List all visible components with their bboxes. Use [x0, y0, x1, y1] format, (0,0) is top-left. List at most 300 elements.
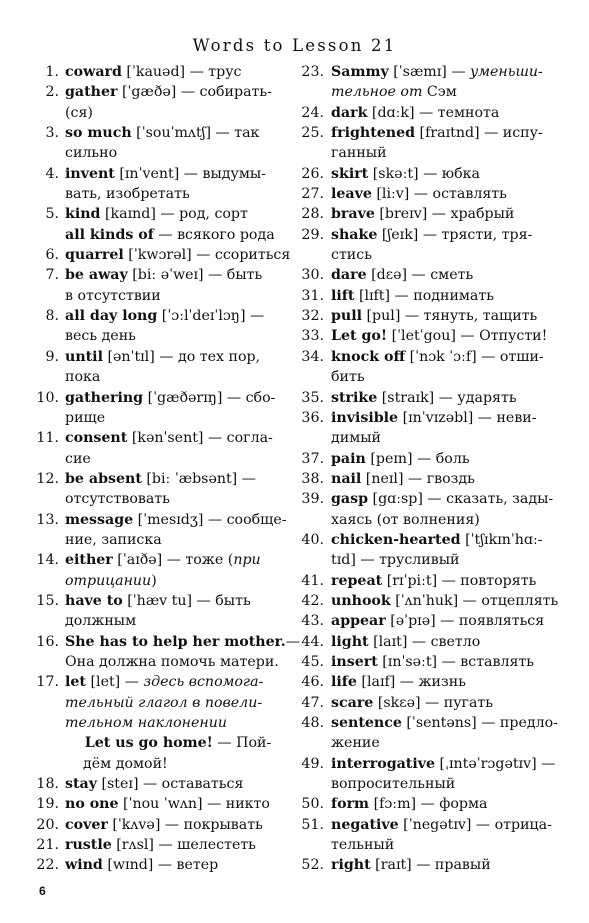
entry-line	[0, 571, 296, 591]
entry-line	[296, 245, 589, 265]
entry-number: 31.	[301, 287, 324, 304]
vocabulary-entry	[296, 265, 589, 285]
entry-number: 37.	[301, 450, 324, 467]
entry-line	[0, 693, 296, 713]
vocabulary-entry	[296, 184, 589, 204]
entry-line	[0, 733, 296, 753]
transcription-translation: —	[285, 633, 300, 650]
entry-number: 6.	[45, 247, 59, 264]
entry-number: 24.	[301, 104, 324, 121]
vocabulary-entry	[296, 611, 589, 631]
entry-line	[296, 286, 589, 306]
transcription-translation: [ˈnɔk ˈɔːf] — отши-	[405, 348, 544, 365]
transcription-translation: [ˈgæðə] — собирать-	[117, 84, 272, 101]
entry-line	[0, 326, 296, 346]
entry-number: 20.	[36, 816, 59, 833]
english-word: Let go!	[331, 328, 388, 345]
entry-line	[0, 184, 296, 204]
entry-line	[296, 62, 589, 82]
transcription-translation: Сэм	[422, 84, 457, 101]
vocabulary-entry	[0, 591, 296, 632]
english-word: chicken-hearted	[331, 531, 461, 548]
vocabulary-entry	[0, 245, 296, 265]
entry-number: 36.	[301, 409, 324, 426]
english-word: brave	[331, 206, 375, 223]
vocabulary-entry	[296, 408, 589, 449]
transcription-translation: [neɪl] — гвоздь	[361, 470, 475, 487]
entry-line	[296, 449, 589, 469]
entry-number: 9.	[45, 348, 59, 365]
vocabulary-entry	[296, 530, 589, 571]
transcription-translation: [lɪft] — поднимать	[354, 287, 494, 304]
entry-number: 23.	[301, 64, 324, 80]
entry-line	[0, 652, 296, 672]
transcription-translation: тельный	[331, 837, 395, 854]
entry-number: 47.	[301, 694, 324, 711]
entry-number: 21.	[36, 837, 59, 854]
entry-number: 14.	[36, 552, 59, 569]
transcription-translation: жение	[331, 735, 380, 752]
english-word: sentence	[331, 715, 402, 731]
transcription-translation: [ˈʌnˈhuk] — отцеплять	[390, 592, 559, 609]
english-word: all day long	[65, 308, 158, 325]
vocabulary-entry	[0, 510, 296, 551]
transcription-translation: [ˈsentəns] — предло-	[401, 715, 558, 731]
transcription-translation: [rɪˈpiːt] — повторять	[382, 572, 537, 589]
entry-number: 19.	[36, 796, 59, 813]
vocabulary-entry	[0, 469, 296, 510]
vocabulary-entry	[0, 62, 296, 82]
transcription-translation: должным	[65, 613, 137, 630]
transcription-translation: [wɪnd] — ветер	[102, 857, 219, 874]
entry-line	[0, 754, 296, 774]
transcription-translation: вопросительный	[331, 776, 456, 793]
vocabulary-entry	[296, 632, 589, 652]
entry-line	[296, 184, 589, 204]
transcription-translation: [kaɪnd] — род, сорт	[100, 206, 248, 223]
entry-line	[296, 164, 589, 184]
vocabulary-entry	[296, 693, 589, 713]
english-word: insert	[331, 653, 378, 670]
transcription-translation: [let] —	[85, 674, 144, 691]
vocabulary-entry	[0, 428, 296, 469]
entry-number: 7.	[45, 267, 59, 284]
vocabulary-entry	[296, 164, 589, 184]
english-word: either	[65, 552, 113, 569]
vocabulary-entry	[296, 815, 589, 856]
entry-line	[296, 591, 589, 611]
entry-number: 43.	[301, 613, 324, 630]
entry-line	[296, 550, 589, 570]
english-word: gather	[65, 84, 118, 101]
vocabulary-entry	[296, 326, 589, 346]
entry-number: 52.	[301, 857, 324, 874]
vocabulary-entry	[0, 774, 296, 794]
english-word: be absent	[65, 470, 142, 487]
transcription-translation: )	[151, 572, 157, 589]
transcription-translation: [ɪnˈvɪzəbl] — неви-	[398, 409, 537, 426]
english-word: have to	[65, 592, 123, 609]
transcription-translation: [əˈpɪə] — появляться	[385, 613, 545, 630]
entry-number: 46.	[301, 674, 324, 691]
entry-line	[296, 632, 589, 652]
entry-number: 40.	[301, 531, 324, 548]
transcription-translation: [dɑːk] — темнота	[367, 104, 500, 121]
vocabulary-entry	[0, 550, 296, 591]
entry-line	[0, 225, 296, 245]
entry-line	[296, 408, 589, 428]
entry-line	[296, 489, 589, 509]
entry-line	[296, 469, 589, 489]
entry-number: 32.	[301, 308, 324, 325]
english-word: rustle	[65, 837, 112, 854]
english-word: invent	[65, 165, 115, 182]
entry-number: 39.	[301, 491, 324, 508]
transcription-translation: [gɑːsp] — сказать, зады-	[368, 491, 554, 508]
transcription-translation: tɪd] — трусливый	[331, 552, 460, 569]
transcription-translation: [laɪt] — светло	[368, 633, 481, 650]
transcription-translation: ние, записка	[65, 531, 162, 548]
english-word: knock off	[331, 348, 406, 365]
vocabulary-entry	[0, 306, 296, 347]
transcription-translation: [liːv] — оставлять	[371, 186, 507, 203]
english-word: be away	[65, 267, 128, 284]
english-word: scare	[331, 694, 374, 711]
transcription-translation: [biː ˈæbsənt] —	[141, 470, 256, 487]
transcription-translation: [steɪ] — оставаться	[96, 776, 244, 793]
transcription-translation: [ənˈtɪl] — до тех пор,	[102, 348, 261, 365]
vocabulary-entry	[296, 489, 589, 530]
transcription-translation: сие	[65, 450, 91, 467]
entry-line	[296, 388, 589, 408]
transcription-translation: [skəːt] — юбка	[368, 165, 481, 182]
transcription-translation: [breɪv] — храбрый	[374, 206, 515, 223]
transcription-translation: [skɛə] — пугать	[373, 694, 494, 711]
transcription-translation: весь день	[65, 328, 136, 345]
vocabulary-entry	[0, 794, 296, 814]
entry-number: 27.	[301, 186, 324, 203]
english-word: frightened	[331, 125, 416, 142]
entry-number: 15.	[36, 592, 59, 609]
vocabulary-column-left	[0, 62, 300, 876]
transcription-translation: [ˈletˈgou] — Отпусти!	[387, 328, 548, 345]
vocabulary-entry	[296, 388, 589, 408]
english-word: no one	[65, 796, 119, 813]
vocabulary-entry	[0, 388, 296, 429]
transcription-translation: [fɔːm] — форма	[369, 796, 488, 813]
transcription-translation: [ˈkauəd] — трус	[121, 64, 242, 80]
vocabulary-entry	[0, 82, 296, 123]
transcription-translation: (ся)	[65, 104, 93, 121]
transcription-translation: дём домой!	[65, 755, 168, 772]
vocabulary-entry	[296, 306, 589, 326]
grammar-note: при	[233, 552, 261, 569]
transcription-translation: [ʃeɪk] — трясти, тря-	[377, 226, 533, 243]
english-word: nail	[331, 470, 362, 487]
vocabulary-entry	[296, 103, 589, 123]
entry-line	[0, 530, 296, 550]
vocabulary-entry	[0, 204, 296, 245]
transcription-translation: [ˈsæmɪ] —	[388, 64, 471, 80]
transcription-translation: [ɪnˈsəːt] — вставлять	[377, 653, 535, 670]
entry-line	[296, 774, 589, 794]
vocabulary-entry	[296, 347, 589, 388]
entry-line	[296, 367, 589, 387]
vocabulary-entry	[296, 591, 589, 611]
entry-line	[296, 225, 589, 245]
grammar-note: тельное от	[331, 84, 423, 101]
entry-number: 17.	[36, 674, 59, 691]
grammar-note: отрицании	[65, 572, 152, 589]
entry-number: 28.	[301, 206, 324, 223]
transcription-translation: [ˈtʃɪkɪnˈhɑː-	[460, 531, 543, 548]
vocabulary-entry	[0, 632, 300, 673]
transcription-translation: — Пой-	[212, 735, 272, 752]
entry-line	[296, 611, 589, 631]
transcription-translation: хаясь (от волнения)	[331, 511, 480, 528]
vocabulary-entry	[0, 123, 296, 164]
grammar-note: тельный глагол в повели-	[65, 694, 263, 711]
english-word: all kinds of	[65, 226, 154, 243]
english-word: right	[331, 857, 371, 874]
english-word: interrogative	[331, 755, 436, 772]
entry-number: 35.	[301, 389, 324, 406]
entry-line	[296, 713, 589, 733]
entry-number: 13.	[36, 511, 59, 528]
vocabulary-entry	[296, 855, 589, 875]
entry-number: 25.	[301, 125, 324, 142]
vocabulary-column-right	[296, 62, 589, 876]
english-word: Sammy	[331, 64, 389, 80]
grammar-note: тельном наклонении	[65, 715, 227, 731]
entry-number: 3.	[45, 125, 59, 142]
transcription-translation: димый	[331, 430, 381, 447]
english-word: gathering	[65, 389, 144, 406]
vocabulary-entry	[296, 225, 589, 266]
entry-line	[296, 510, 589, 530]
entry-number: 34.	[301, 348, 324, 365]
english-word: so much	[65, 125, 132, 142]
transcription-translation: сильно	[65, 145, 118, 162]
vocabulary-entry	[0, 164, 296, 205]
vocabulary-entry	[296, 713, 589, 754]
english-word: pull	[331, 308, 363, 325]
english-word: negative	[331, 816, 399, 833]
entry-line	[296, 82, 589, 102]
entry-line	[296, 855, 589, 875]
english-word: consent	[65, 430, 128, 447]
english-word: lift	[331, 287, 355, 304]
transcription-translation: [ˈaɪðə] — тоже (	[112, 552, 234, 569]
english-word: skirt	[331, 165, 369, 182]
entry-number: 44.	[301, 633, 324, 650]
english-word: form	[331, 796, 370, 813]
english-word: light	[331, 633, 369, 650]
entry-number: 38.	[301, 470, 324, 487]
entry-number: 10.	[36, 389, 59, 406]
grammar-note: уменьши-	[470, 64, 543, 80]
entry-line	[296, 204, 589, 224]
transcription-translation: — всякого рода	[153, 226, 275, 243]
entry-line	[0, 408, 296, 428]
english-word: strike	[331, 389, 378, 406]
entry-line	[0, 286, 296, 306]
entry-line	[296, 754, 589, 774]
vocabulary-entry	[296, 672, 589, 692]
entry-line	[0, 489, 296, 509]
english-word: wind	[65, 857, 103, 874]
vocabulary-entry	[0, 835, 296, 855]
transcription-translation: [ˌɪntəˈrɔgətɪv] —	[435, 755, 556, 772]
entry-line	[296, 306, 589, 326]
transcription-translation: [ˈkʌvə] — покрывать	[107, 816, 263, 833]
entry-line	[0, 713, 296, 733]
entry-line	[296, 103, 589, 123]
english-word: dark	[331, 104, 368, 121]
transcription-translation: [peɪn] — боль	[365, 450, 470, 467]
transcription-translation: Она должна помочь матери.	[65, 653, 279, 670]
english-word: coward	[65, 64, 122, 80]
transcription-translation: [ɪnˈvent] — выдумы-	[114, 165, 266, 182]
entry-number: 8.	[45, 308, 59, 325]
transcription-translation: [ˈnou ˈwʌn] — никто	[118, 796, 270, 813]
transcription-translation: отсутствовать	[65, 491, 170, 508]
entry-line	[0, 611, 296, 631]
english-word: appear	[331, 613, 386, 630]
transcription-translation: ганный	[331, 145, 387, 162]
transcription-translation: [biː əˈweɪ] — быть	[127, 267, 263, 284]
entry-number: 2.	[45, 84, 59, 101]
english-word: message	[65, 511, 134, 528]
entry-number: 30.	[301, 267, 324, 284]
entry-line	[296, 733, 589, 753]
entry-line	[296, 530, 589, 550]
transcription-translation: [raɪt] — правый	[370, 857, 491, 874]
entry-line	[296, 347, 589, 367]
vocabulary-entry	[0, 347, 296, 388]
transcription-translation: [rʌsl] — шелестеть	[111, 837, 256, 854]
entry-number: 1.	[45, 64, 59, 80]
transcription-translation: [ˈkwɔrəl] — ссориться	[123, 247, 291, 264]
entry-number: 16.	[36, 633, 59, 650]
english-word: cover	[65, 816, 108, 833]
english-word: She has to help her mother.	[65, 633, 286, 650]
entry-number: 18.	[36, 776, 59, 793]
english-word: Let us go home!	[65, 735, 213, 752]
english-word: repeat	[331, 572, 383, 589]
transcription-translation: [pul] — тянуть, тащить	[362, 308, 538, 325]
english-word: unhook	[331, 592, 391, 609]
transcription-translation: рище	[65, 409, 106, 426]
entry-number: 5.	[45, 206, 59, 223]
transcription-translation: [ˈɔːlˈdeɪˈlɔŋ] —	[157, 308, 265, 325]
transcription-translation: [straɪk] — ударять	[377, 389, 517, 406]
entry-number: 49.	[301, 755, 324, 772]
grammar-note: здесь вспомога-	[143, 674, 264, 691]
entry-number: 42.	[301, 592, 324, 609]
transcription-translation: [kənˈsent] — согла-	[127, 430, 273, 447]
entry-line	[296, 652, 589, 672]
entry-number: 45.	[301, 653, 324, 670]
entry-number: 33.	[301, 328, 324, 345]
vocabulary-entry	[296, 571, 589, 591]
entry-number: 51.	[301, 816, 324, 833]
entry-line	[296, 672, 589, 692]
transcription-translation: в отсутствии	[65, 287, 161, 304]
transcription-translation: [ˈsouˈmʌtʃ] — так	[131, 125, 260, 142]
entry-number: 4.	[45, 165, 59, 182]
english-word: dare	[331, 267, 367, 284]
vocabulary-entry	[296, 204, 589, 224]
vocabulary-entry	[296, 754, 589, 795]
entry-line	[0, 367, 296, 387]
entry-line	[0, 103, 296, 123]
vocabulary-entry	[296, 286, 589, 306]
vocabulary-entry	[296, 123, 589, 164]
entry-line	[296, 835, 589, 855]
vocabulary-entry	[296, 652, 589, 672]
entry-number: 48.	[301, 715, 324, 731]
entry-line	[296, 815, 589, 835]
vocabulary-entry	[0, 815, 296, 835]
transcription-translation: вать, изобретать	[65, 186, 190, 203]
entry-line	[0, 449, 296, 469]
english-word: quarrel	[65, 247, 124, 264]
transcription-translation: [ˈgæðərɪŋ] — сбо-	[143, 389, 276, 406]
transcription-translation: [laɪf] — жизнь	[356, 674, 466, 691]
page-number: 6	[39, 884, 46, 898]
transcription-translation: стись	[331, 247, 372, 264]
transcription-translation: [ˈnegətɪv] — отрица-	[398, 816, 552, 833]
english-word: pain	[331, 450, 366, 467]
entry-line	[296, 123, 589, 143]
vocabulary-entry	[296, 449, 589, 469]
entry-line	[296, 693, 589, 713]
english-word: until	[65, 348, 103, 365]
vocabulary-entry	[296, 794, 589, 814]
entry-line	[296, 265, 589, 285]
entry-number: 26.	[301, 165, 324, 182]
vocabulary-entry	[0, 855, 296, 875]
entry-number: 12.	[36, 470, 59, 487]
page-title: Words to Lesson 21	[192, 36, 397, 55]
entry-line	[296, 794, 589, 814]
vocabulary-entry	[0, 265, 296, 306]
vocabulary-entry	[0, 672, 296, 774]
english-word: stay	[65, 776, 97, 793]
entry-line	[296, 326, 589, 346]
transcription-translation: [dɛə] — сметь	[366, 267, 474, 284]
entry-line	[296, 428, 589, 448]
english-word: invisible	[331, 409, 399, 426]
transcription-translation: пока	[65, 369, 101, 386]
entry-line	[296, 571, 589, 591]
entry-line	[296, 143, 589, 163]
entry-line	[0, 143, 296, 163]
transcription-translation: [fraɪtnd] — испу-	[415, 125, 543, 142]
entry-number: 50.	[301, 796, 324, 813]
vocabulary-entry	[296, 469, 589, 489]
entry-number: 29.	[301, 226, 324, 243]
entry-number: 11.	[36, 430, 59, 447]
entry-number: 22.	[36, 857, 59, 874]
english-word: shake	[331, 226, 378, 243]
english-word: let	[65, 674, 86, 691]
vocabulary-entry	[296, 62, 589, 103]
entry-number: 41.	[301, 572, 324, 589]
english-word: kind	[65, 206, 101, 223]
transcription-translation: [ˈhæv tu] — быть	[122, 592, 251, 609]
